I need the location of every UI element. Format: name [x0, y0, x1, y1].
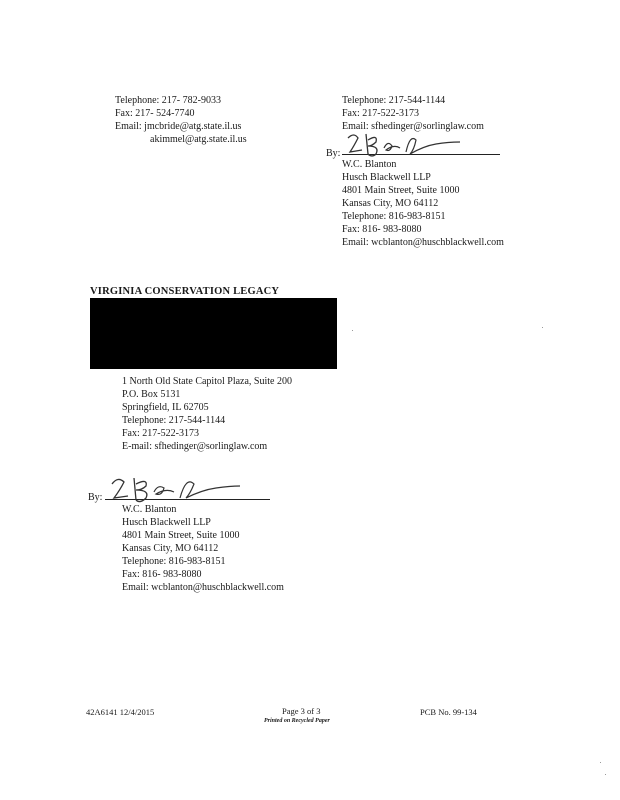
- top-email: Email: wcblanton@huschblackwell.com: [342, 237, 504, 248]
- org-po-box: P.O. Box 5131: [122, 389, 181, 400]
- org-telephone: Telephone: 217-544-1144: [122, 415, 226, 426]
- bottom-firm: Husch Blackwell LLP: [122, 517, 211, 528]
- footer-doc-id: 42A6141 12/4/2015: [86, 707, 155, 717]
- right-email: Email: sfhedinger@sorlinglaw.com: [342, 121, 484, 132]
- scan-speck: [600, 762, 601, 763]
- org-fax: Fax: 217-522-3173: [122, 428, 199, 439]
- right-fax: Fax: 217-522-3173: [342, 108, 419, 119]
- footer-recycled-note: Printed on Recycled Paper: [264, 718, 330, 724]
- bottom-address: 4801 Main Street, Suite 1000: [122, 530, 240, 541]
- top-address: 4801 Main Street, Suite 1000: [342, 185, 460, 196]
- left-telephone: Telephone: 217- 782-9033: [115, 95, 221, 106]
- left-fax: Fax: 217- 524-7740: [115, 108, 195, 119]
- footer-case-number: PCB No. 99-134: [420, 707, 477, 717]
- bottom-signature-image: [108, 474, 243, 504]
- bottom-telephone: Telephone: 816-983-8151: [122, 556, 226, 567]
- top-telephone: Telephone: 816-983-8151: [342, 211, 446, 222]
- bottom-by-label: By:: [88, 492, 103, 503]
- scan-speck: [542, 327, 543, 328]
- scan-speck: [352, 330, 353, 331]
- org-city: Springfield, IL 62705: [122, 402, 209, 413]
- top-firm: Husch Blackwell LLP: [342, 172, 431, 183]
- bottom-city: Kansas City, MO 64112: [122, 543, 219, 554]
- left-email-secondary: akimmel@atg.state.il.us: [150, 134, 247, 145]
- top-city: Kansas City, MO 64112: [342, 198, 439, 209]
- top-by-label: By:: [326, 148, 341, 159]
- org-email: E-mail: sfhedinger@sorlinglaw.com: [122, 441, 268, 452]
- top-fax: Fax: 816- 983-8080: [342, 224, 422, 235]
- top-signer-name: W.C. Blanton: [342, 159, 397, 170]
- scan-speck: [605, 774, 606, 775]
- left-email: Email: jmcbride@atg.state.il.us: [115, 121, 242, 132]
- bottom-signer-name: W.C. Blanton: [122, 504, 177, 515]
- redaction-box: [90, 298, 337, 369]
- organization-heading: VIRGINIA CONSERVATION LEGACY: [90, 286, 280, 297]
- footer-page-number: Page 3 of 3: [282, 706, 321, 716]
- right-telephone: Telephone: 217-544-1144: [342, 95, 446, 106]
- bottom-email: Email: wcblanton@huschblackwell.com: [122, 582, 284, 593]
- org-address: 1 North Old State Capitol Plaza, Suite 200: [122, 376, 292, 387]
- bottom-fax: Fax: 816- 983-8080: [122, 569, 202, 580]
- top-signature-image: [344, 130, 464, 160]
